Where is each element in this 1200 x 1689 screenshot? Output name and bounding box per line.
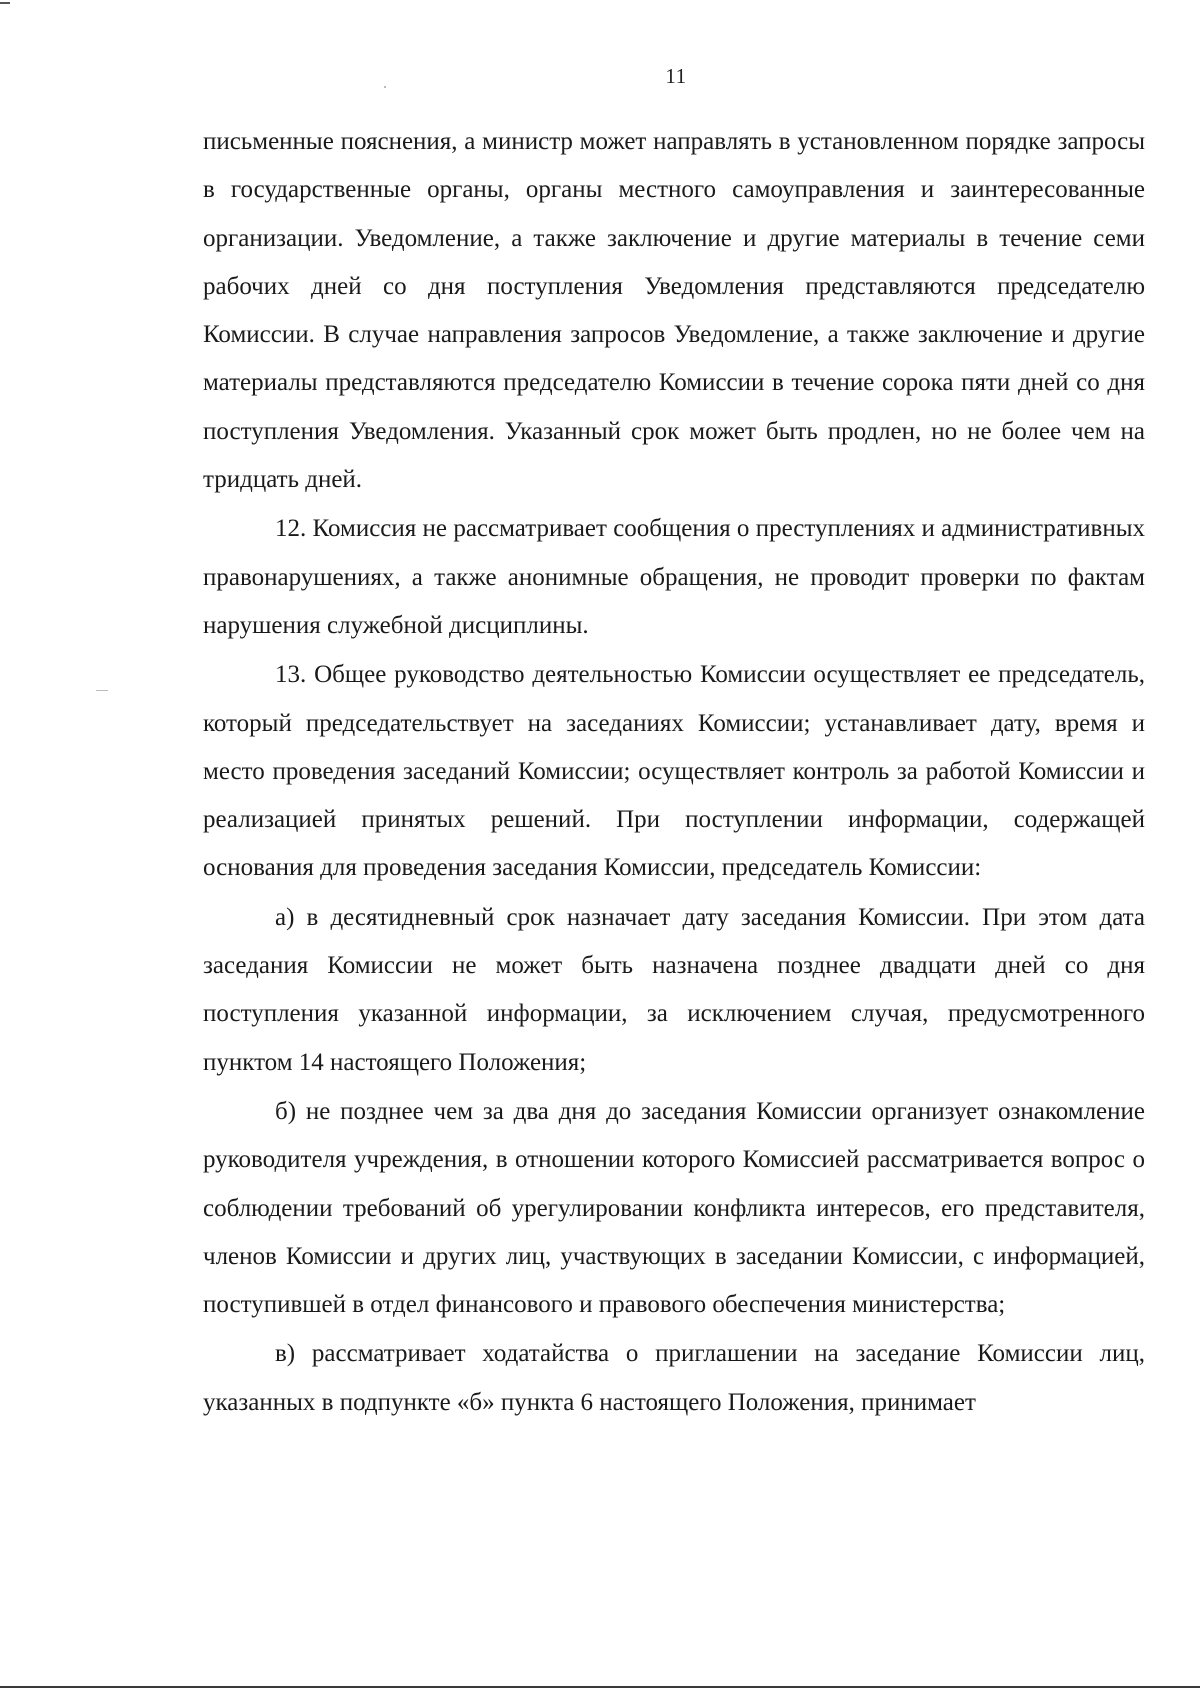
page-number: 11 <box>665 64 687 88</box>
paragraph-item-12: 12. Комиссия не рассматривает сообщения о преступлениях и административных правонарушениях, а также анонимные обращения, не проводит проверки по фактам нарушения служебной дисциплины. <box>203 515 1145 639</box>
subparagraph-a: а) в десятидневный срок назначает дату заседания Комиссии. При этом дата заседания Комиссии не может быть назначена позднее двадцати дней со дня поступления указанной информации, за исключением случая, предусмотренного пунктом 14 настоящего Положения; <box>203 903 1145 1076</box>
scan-artifact-top <box>0 2 10 4</box>
scan-bottom-edge <box>0 1686 1200 1688</box>
scan-artifact-side <box>96 690 108 691</box>
subparagraph-b: б) не позднее чем за два дня до заседания Комиссии организует ознакомление руководителя учреждения, в отношении которого Комиссией рассматривается вопрос о соблюдении требований об урегулировании конфликта интересов, его представителя, членов Комиссии и других лиц, участвующих в заседании Комиссии, с информацией, поступившей в отдел финансового и правового обеспечения министерства; <box>203 1097 1145 1319</box>
document-body <box>203 118 1145 1428</box>
paragraph-continuation: письменные пояснения, а министр может направлять в установленном порядке запросы в государственные органы, органы местного самоуправления и заинтересованные организации. Уведомление, а также заключение и другие материалы в течение семи рабочих дней со дня поступления Уведомления представляются председателю Комиссии. В случае направления запросов Уведомление, а также заключение и другие материалы представляются председателю Комиссии в течение сорока пяти дней со дня поступления Уведомления. Указанный срок может быть продлен, но не более чем на тридцать дней. <box>203 128 1145 494</box>
subparagraph-v: в) рассматривает ходатайства о приглашении на заседание Комиссии лиц, указанных в подпункте «б» пункта 6 настоящего Положения, принимает <box>203 1340 1145 1416</box>
paragraph-item-13: 13. Общее руководство деятельностью Комиссии осуществляет ее председатель, который председательствует на заседаниях Комиссии; устанавливает дату, время и место проведения заседаний Комиссии; осуществляет контроль за работой Комиссии и реализацией принятых решений. При поступлении информации, содержащей основания для проведения заседания Комиссии, председатель Комиссии: <box>203 661 1145 882</box>
